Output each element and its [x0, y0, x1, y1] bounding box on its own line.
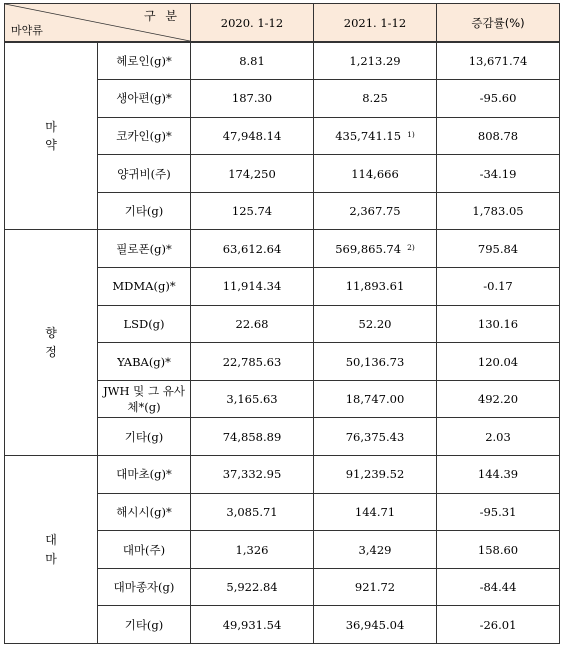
change-rate-cell: 1,783.05 [437, 192, 560, 230]
change-rate-cell: -34.19 [437, 155, 560, 193]
value-2020-cell: 3,085.71 [191, 493, 314, 531]
header-2020: 2020. 1-12 [191, 4, 314, 43]
group-label-char: 향 [45, 326, 57, 341]
value-2020-cell: 47,948.14 [191, 117, 314, 155]
footnote-marker: 2) [407, 242, 415, 252]
value-2021: 921.72 [354, 580, 396, 595]
value-2020-cell: 49,931.54 [191, 606, 314, 644]
value-2021-cell [314, 568, 437, 606]
value-2021: 3,429 [358, 542, 392, 557]
header-corner-cell [5, 4, 191, 43]
value-2021: 2,367.75 [349, 204, 401, 219]
change-rate-cell: 492.20 [437, 380, 560, 418]
value-2021: 11,893.61 [345, 279, 405, 294]
change-rate-cell: 144.39 [437, 456, 560, 494]
drug-name-cell: 기타(g) [98, 192, 191, 230]
value-2021: 50,136.73 [345, 354, 405, 369]
value-2021-cell [314, 343, 437, 381]
value-2020-cell: 125.74 [191, 192, 314, 230]
drug-name-cell: 생아편(g)* [98, 80, 191, 118]
value-2021-cell [314, 305, 437, 343]
table-row [5, 230, 560, 268]
group-label-char: 마 [45, 119, 57, 134]
value-2021-cell [314, 42, 437, 80]
drug-name-cell: 해시시(g)* [98, 493, 191, 531]
value-2021-cell [314, 80, 437, 118]
value-2021: 1,213.29 [349, 54, 401, 69]
value-2021-cell [314, 192, 437, 230]
change-rate-cell: 808.78 [437, 117, 560, 155]
group-label-cell [5, 230, 98, 456]
drug-name-cell: 양귀비(주) [98, 155, 191, 193]
change-rate-cell: -95.60 [437, 80, 560, 118]
drug-name-cell: LSD(g) [98, 305, 191, 343]
drug-name-cell: 필로폰(g)* [98, 230, 191, 268]
change-rate-cell: -0.17 [437, 268, 560, 306]
drug-name-cell: 대마종자(g) [98, 568, 191, 606]
value-2020-cell: 22.68 [191, 305, 314, 343]
drug-name-cell: 헤로인(g)* [98, 42, 191, 80]
drug-name-cell: 대마(주) [98, 531, 191, 569]
group-label-cell [5, 456, 98, 644]
header-row [5, 4, 560, 43]
value-2021-cell [314, 230, 437, 268]
value-2021: 36,945.04 [345, 617, 405, 632]
value-2021-cell [314, 268, 437, 306]
value-2020-cell: 37,332.95 [191, 456, 314, 494]
drug-seizure-table [4, 3, 560, 644]
value-2021-cell [314, 606, 437, 644]
value-2020-cell: 187.30 [191, 80, 314, 118]
value-2020-cell: 8.81 [191, 42, 314, 80]
change-rate-cell: -26.01 [437, 606, 560, 644]
value-2021-cell [314, 493, 437, 531]
group-label-char: 대 [45, 532, 57, 547]
value-2020-cell: 11,914.34 [191, 268, 314, 306]
value-2020-cell: 63,612.64 [191, 230, 314, 268]
value-2021-cell [314, 155, 437, 193]
change-rate-cell: 2.03 [437, 418, 560, 456]
value-2021: 18,747.00 [345, 392, 405, 407]
change-rate-cell: 130.16 [437, 305, 560, 343]
value-2021-cell [314, 531, 437, 569]
table-row [5, 42, 560, 80]
drug-name-cell: JWH 및 그 유사체*(g) [98, 380, 191, 418]
header-change-rate: 증감률(%) [437, 4, 560, 43]
value-2020-cell: 174,250 [191, 155, 314, 193]
value-2020-cell: 1,326 [191, 531, 314, 569]
drug-name-cell: 코카인(g)* [98, 117, 191, 155]
value-2021: 435,741.15 [335, 128, 402, 143]
value-2021-cell [314, 117, 437, 155]
drug-name-cell: 기타(g) [98, 418, 191, 456]
change-rate-cell: -84.44 [437, 568, 560, 606]
footnote-marker: 1) [407, 129, 415, 139]
value-2021: 114,666 [351, 166, 399, 181]
value-2021-cell [314, 380, 437, 418]
drug-name-cell: 기타(g) [98, 606, 191, 644]
value-2020-cell: 5,922.84 [191, 568, 314, 606]
value-2021: 91,239.52 [345, 467, 405, 482]
drug-name-cell: 대마초(g)* [98, 456, 191, 494]
value-2020-cell: 3,165.63 [191, 380, 314, 418]
group-label-char: 정 [45, 344, 57, 359]
value-2021: 76,375.43 [345, 429, 405, 444]
header-category-label: 구 분 [144, 9, 180, 23]
value-2021-cell [314, 418, 437, 456]
change-rate-cell: 795.84 [437, 230, 560, 268]
value-2021: 8.25 [362, 91, 388, 106]
change-rate-cell: -95.31 [437, 493, 560, 531]
value-2020-cell: 22,785.63 [191, 343, 314, 381]
group-label-cell [5, 42, 98, 230]
value-2021: 52.20 [358, 316, 392, 331]
value-2021-cell [314, 456, 437, 494]
group-label-char: 마 [45, 551, 57, 566]
drug-name-cell: MDMA(g)* [98, 268, 191, 306]
group-label-char: 약 [45, 138, 57, 153]
value-2021: 144.71 [354, 504, 396, 519]
table-row [5, 456, 560, 494]
change-rate-cell: 13,671.74 [437, 42, 560, 80]
value-2021: 569,865.74 [335, 241, 402, 256]
change-rate-cell: 158.60 [437, 531, 560, 569]
header-drug-type-label: 마약류 [11, 24, 43, 37]
header-2021: 2021. 1-12 [314, 4, 437, 43]
drug-name-cell: YABA(g)* [98, 343, 191, 381]
value-2020-cell: 74,858.89 [191, 418, 314, 456]
change-rate-cell: 120.04 [437, 343, 560, 381]
